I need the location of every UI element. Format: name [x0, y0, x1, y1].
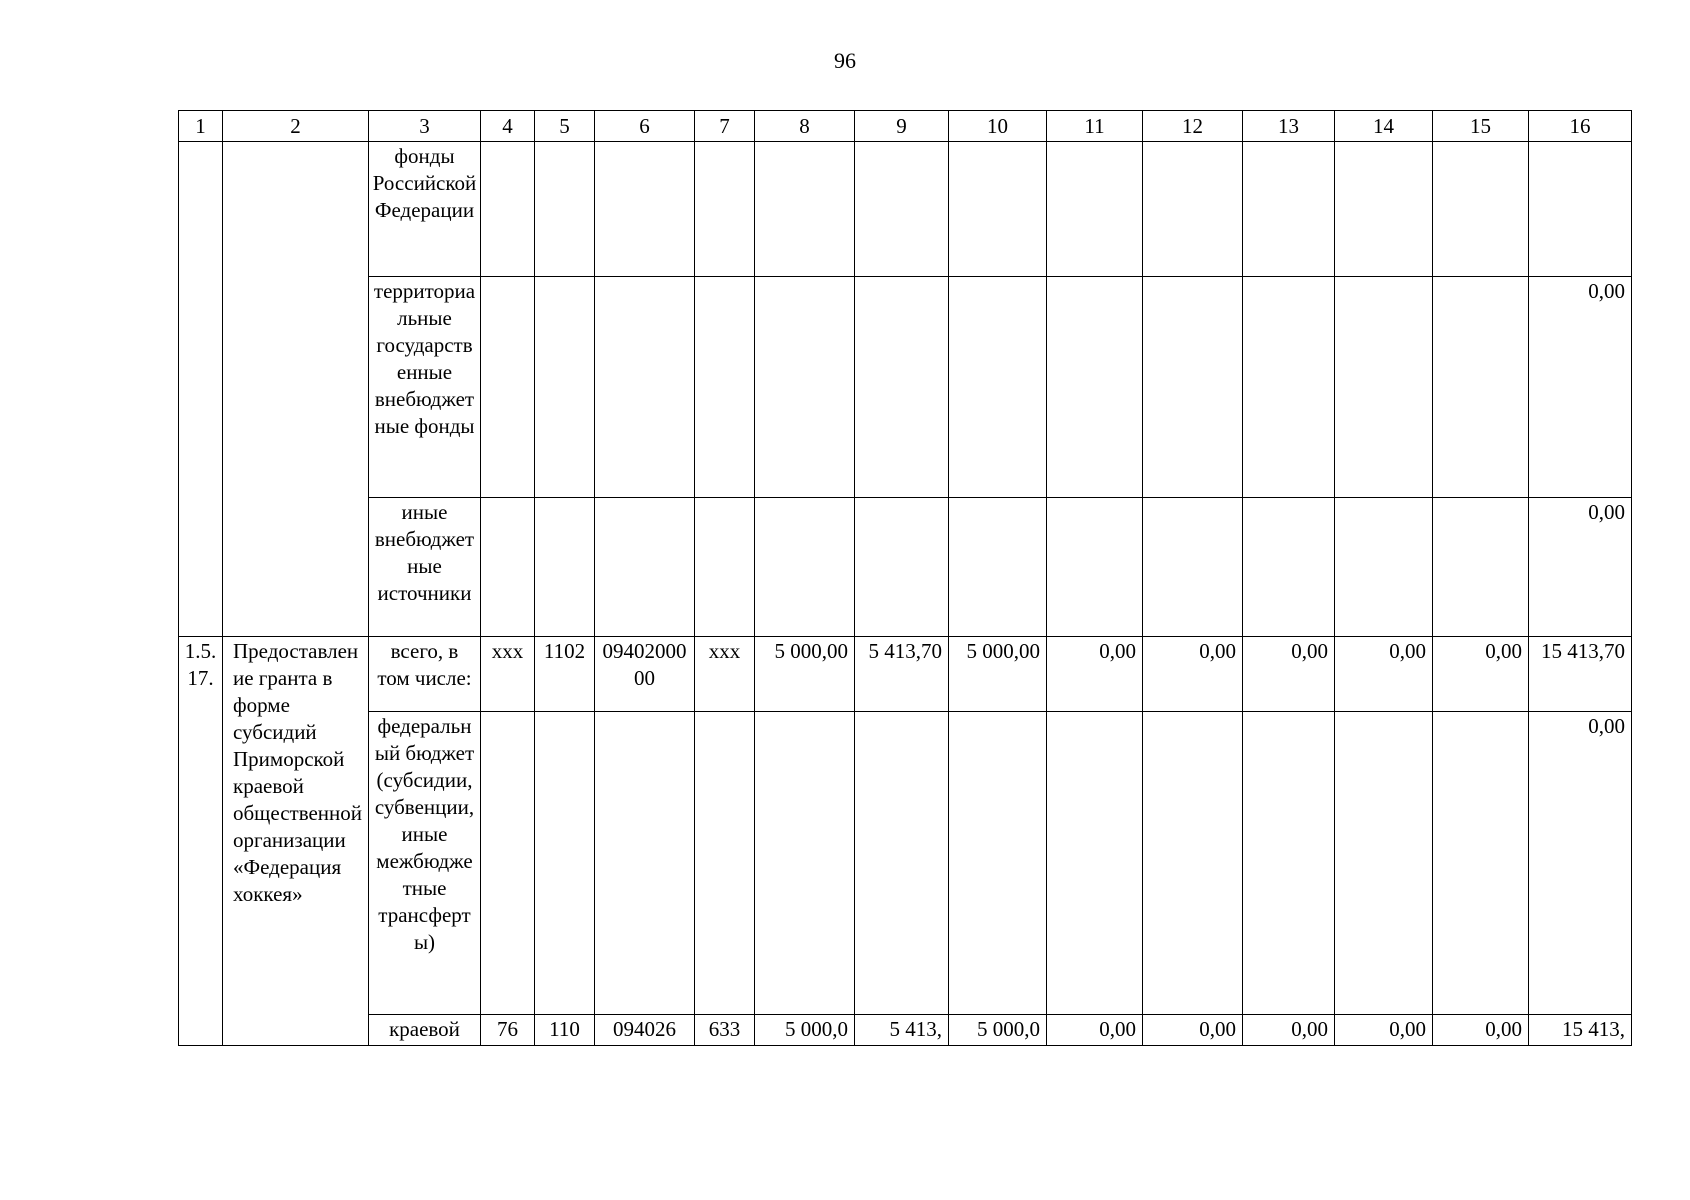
header-cell: 6: [595, 111, 695, 142]
source-cell: всего, в том числе:: [369, 637, 481, 712]
page-number: 96: [834, 48, 856, 73]
amount-cell: 5 413,: [855, 1015, 949, 1046]
table-row: [179, 637, 1632, 712]
amount-cell: 5 413,70: [855, 637, 949, 712]
item-index: 1.5.17.: [179, 637, 223, 1046]
amount-cell: 0,00: [1529, 498, 1632, 637]
source-cell: федеральный бюджет (субсидии, субвенции, иные межбюджетные трансферты): [369, 712, 481, 1015]
amount-cell: 0,00: [1529, 712, 1632, 1015]
header-cell: 9: [855, 111, 949, 142]
amount-cell: 5 000,0: [949, 1015, 1047, 1046]
table-row: [179, 277, 1632, 498]
table-row: [179, 142, 1632, 277]
code-cell: 094026: [595, 1015, 695, 1046]
amount-cell: 0,00: [1433, 1015, 1529, 1046]
table-row: [179, 498, 1632, 637]
index-cell: [179, 142, 223, 637]
source-cell: территориальные государственные внебюджетные фонды: [369, 277, 481, 498]
amount-cell: 15 413,: [1529, 1015, 1632, 1046]
amount-cell: 0,00: [1433, 637, 1529, 712]
code-cell: 76: [481, 1015, 535, 1046]
table-row: [179, 1015, 1632, 1046]
header-cell: 3: [369, 111, 481, 142]
amount-cell: 0,00: [1529, 277, 1632, 498]
source-cell: краевой: [369, 1015, 481, 1046]
header-cell: 13: [1243, 111, 1335, 142]
amount-cell: 5 000,0: [755, 1015, 855, 1046]
header-row: [179, 111, 1632, 142]
amount-cell: 5 000,00: [949, 637, 1047, 712]
header-cell: 14: [1335, 111, 1433, 142]
amount-cell: 15 413,70: [1529, 637, 1632, 712]
source-cell: фонды Российской Федерации: [369, 142, 481, 277]
amount-cell: 0,00: [1047, 1015, 1143, 1046]
item-name: Предоставление гранта в форме субсидий Приморской краевой общественной организации «Федерация хоккея»: [223, 637, 369, 1046]
amount-cell: 0,00: [1143, 1015, 1243, 1046]
header-cell: 8: [755, 111, 855, 142]
amount-cell: 0,00: [1335, 637, 1433, 712]
header-cell: 11: [1047, 111, 1143, 142]
code-cell: 1102: [535, 637, 595, 712]
amount-cell: 0,00: [1143, 637, 1243, 712]
name-cell: [223, 142, 369, 637]
source-cell: иные внебюджетные источники: [369, 498, 481, 637]
header-cell: 16: [1529, 111, 1632, 142]
budget-table: [178, 110, 1632, 1046]
table-row: [179, 712, 1632, 1015]
code-cell: 110: [535, 1015, 595, 1046]
code-cell: 0940200000: [595, 637, 695, 712]
amount-cell: 5 000,00: [755, 637, 855, 712]
header-cell: 2: [223, 111, 369, 142]
header-cell: 1: [179, 111, 223, 142]
header-cell: 10: [949, 111, 1047, 142]
code-cell: 633: [695, 1015, 755, 1046]
amount-cell: 0,00: [1243, 1015, 1335, 1046]
header-cell: 7: [695, 111, 755, 142]
amount-cell: 0,00: [1047, 637, 1143, 712]
header-cell: 12: [1143, 111, 1243, 142]
code-cell: ххх: [481, 637, 535, 712]
amount-cell: 0,00: [1335, 1015, 1433, 1046]
header-cell: 5: [535, 111, 595, 142]
header-cell: 15: [1433, 111, 1529, 142]
amount-cell: 0,00: [1243, 637, 1335, 712]
code-cell: ххх: [695, 637, 755, 712]
header-cell: 4: [481, 111, 535, 142]
